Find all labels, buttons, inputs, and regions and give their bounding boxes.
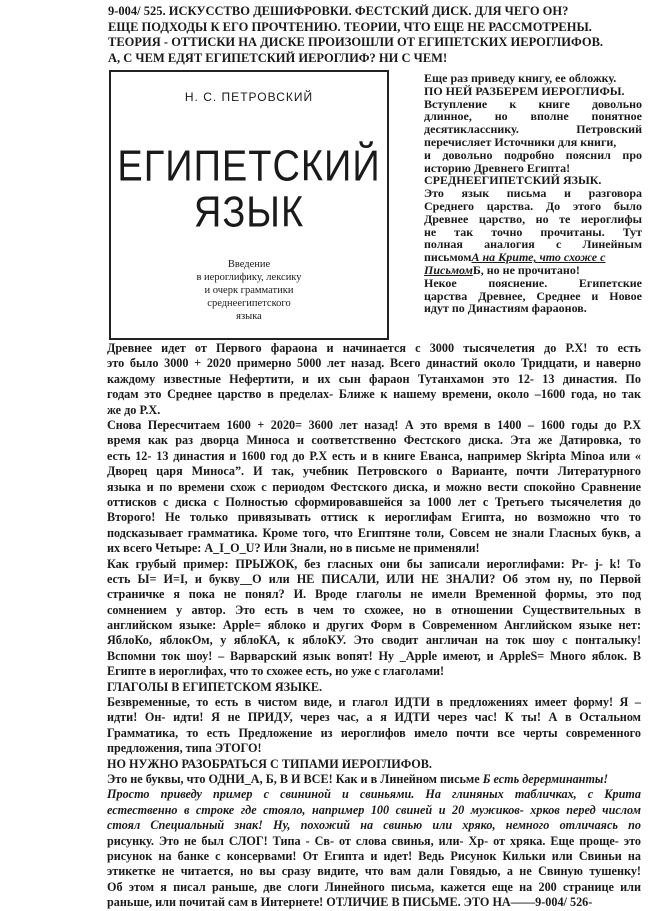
header-line: ТЕОРИЯ - ОТТИСКИ НА ДИСКЕ ПРОИЗОШЛИ ОТ ЕГИПЕТСКИХ ИЕРОГЛИФОВ. (108, 35, 604, 49)
body-line: рисунок на банке с консервами! От Египта и идет! Ведь Рисунок Кильки или Свиньи на (107, 849, 641, 863)
body-line: годам это Среднее царство в пределах- Ближе к нашему времени, около –1600 года, но так (107, 387, 641, 402)
header-line: 9-004/ 525. ИСКУССТВО ДЕШИФРОВКИ. ФЕСТСКИЙ ДИСК. ДЛЯ ЧЕГО ОН? (108, 4, 569, 18)
side-line: Некое пояснение. Египетские (424, 275, 642, 290)
body-line: есть Ы= И=I, и букву__О или НЕ ПИСАЛИ, ИЛИ НЕ ЗНАЛИ? Об этом ну, по Первой (107, 571, 641, 586)
book-subtitle (111, 258, 387, 323)
body-line: Снова Пересчитаем 1600 + 2020= 3600 лет назад! А это время в 1400 – 1600 годы до Р.Х (107, 417, 641, 432)
body-line-italic: стоял Специальный знак! Ну, похожий на свинью или хряко, немного отличаясь по (107, 818, 641, 833)
body-line: предложения, типа ЭТОГО! (107, 741, 262, 756)
body-text-italic: Б есть дерерминанты! (482, 772, 609, 787)
body-line: время как раз дворца Миноса и соответственно Фестского диска. Эта же Датировка, то (107, 433, 641, 448)
side-line: длинное, но вполне понятное (424, 109, 642, 124)
side-line (424, 264, 642, 277)
body-line: Дворец царя Миноса”. И так, учебник Петровского о Варианте, почти Литературного (107, 464, 641, 479)
body-line: Вспомни ток шоу! – Варварский язык вопят! Ну _Apple имеют, и AppleS= Много яблок. В (107, 648, 641, 663)
side-line: историю Древнего Египта! (424, 160, 571, 175)
book-subtitle-line: в иероглифику, лексику (196, 272, 302, 283)
body-line: Об этом я писал раньше, две слоги Линейного письма, кажется еще на 200 странице или (107, 879, 641, 894)
side-line: перечисляет Источники для книги, (424, 134, 617, 149)
body-line: сомнением у автор. Это есть в чем то схожее, но в отношении Существительных в (107, 602, 641, 617)
book-subtitle-line: языка (236, 311, 262, 322)
header-line: А, С ЧЕМ ЕДЯТ ЕГИПЕТСКИЙ ИЕРОГЛИФ? НИ С ЧЕМ! (108, 50, 448, 65)
body-line: этикетке не читается, но вы сразу видите, что вам дали Говядью, а не Свиную тушенку! (107, 864, 641, 879)
body-line: английском языке: Apple= яблоко и других Форм в Современном Английском языке нет: (107, 618, 641, 633)
book-subtitle-line: среднеегипетского (207, 298, 291, 309)
body-line: их всего Четыре: А_I_O_U? Или Знали, но в письме не применяли! (107, 541, 480, 556)
main-body-text (107, 341, 641, 911)
body-line: языка и по времени схож с периодом Фестского диска, и можно вести спокойно Сравнение (107, 479, 641, 494)
side-column-text (424, 72, 642, 315)
body-line: Древнее идет от Первого фараона и начинается с 3000 тысячелетия до Р.Х! то есть (107, 341, 641, 355)
body-line: Второго! Не только привязывать оттиск к иероглифам Египта, но возможно что то (107, 510, 641, 525)
article-header (108, 4, 644, 66)
side-line: Еще раз приведу книгу, ее обложку. (424, 71, 617, 85)
side-text-italic: А на Крите, что схоже с (471, 250, 606, 265)
side-heading: СРЕДНЕЕГИПЕТСКИЙ ЯЗЫК. (424, 173, 602, 188)
side-line: идут по Династиям фараонов. (424, 301, 587, 316)
side-line: Древнее царство, но те иероглифы (424, 211, 642, 226)
body-line: Египте в иероглифах, что то схожее есть, но уже с глаголами! (107, 664, 445, 679)
section-heading: НО НУЖНО РАЗОБРАТЬСЯ С ТИПАМИ ИЕРОГЛИФОВ. (107, 756, 432, 771)
body-line: ЯблоКо, яблокОм, у яблоКА, к яблоКУ. Это сводит англичан на ток шоу с понталыку! (107, 633, 641, 648)
body-line: каждому известные Нефертити, и их сын фараон Тутанхамон это 12- 13 династия. По (107, 371, 641, 386)
body-line (107, 772, 641, 787)
book-author: Н. С. ПЕТРОВСКИЙ (184, 90, 314, 104)
body-line: это было 3000 + 2020 примерно 5000 лет назад. Всего династий около Тридцати, и наверно (107, 356, 641, 371)
side-line: Это язык письма и разговора (424, 186, 642, 201)
body-line: же до Р.Х. (107, 402, 161, 417)
side-line: полная аналогия с Линейным (424, 237, 642, 252)
book-subtitle-line: и очерк грамматики (204, 285, 294, 296)
body-line-italic: естественно в строке где стояло, например 100 свиней и 20 мужиков- хрков перед числом (107, 802, 641, 817)
side-line: десятикласснику. Петровский (424, 122, 642, 137)
book-title-line2: ЯЗЫК (193, 188, 305, 238)
side-text-italic: Письмом (424, 262, 473, 277)
body-text: Это не буквы, что ОДНИ_А, Б, В И ВСЕ! Как и в Линейном письме (107, 772, 483, 787)
book-subtitle-line: Введение (227, 259, 271, 270)
body-line: есть 12- 13 династия и 1600 год до Р.Х есть и в книге Еванса, например Skripta Minoa или « (107, 448, 641, 463)
header-line: ЕЩЕ ПОДХОДЫ К ЕГО ПРОЧТЕНИЮ. ТЕОРИИ, ЧТО ЕЩЕ НЕ РАССМОТРЕНЫ. (108, 19, 592, 34)
body-line: оттисков с диска с Полностью сформировавшейся за 1000 лет с Третьего тысячелетия до (107, 494, 641, 509)
body-line: подсказывает грамматика. Кроме того, что Египтяне толи, Совсем не знали Гласных букв, а (107, 525, 641, 540)
side-text: письмом (424, 250, 472, 265)
side-line: Вступление к книге довольно (424, 96, 642, 111)
body-line: Грамматика, то есть Предложение из иероглифов имело почти все черты современного (107, 725, 641, 740)
side-text: Б, но не прочитано! (472, 262, 580, 277)
section-heading: ГЛАГОЛЫ В ЕГИПЕТСКОМ ЯЗЫКЕ. (107, 679, 323, 694)
body-line: Безвременные, то есть в чистом виде, и глагол ИДТИ в предложениях имеет форму! Я – (107, 695, 641, 710)
side-line: Среднего царства. До этого было (424, 198, 642, 213)
side-line: ПО НЕЙ РАЗБЕРЕМ ИЕРОГЛИФЫ. (424, 83, 625, 98)
body-line: раньше, или почитай сам в Интернете! ОТЛИЧИЕ В ПИСЬМЕ. ЭТО НА——9-004/ 526- (107, 895, 593, 910)
side-line: царства Древнее, Среднее и Новое (424, 288, 642, 303)
side-line: и довольно подробно пояснил про (424, 147, 642, 162)
book-cover-image (109, 70, 389, 340)
body-line: страничке я пока не понял? И. Вроде глаголы не имели Временной формы, это под (107, 587, 641, 602)
book-title-line1: ЕГИПЕТСКИЙ (117, 142, 381, 192)
body-line-italic: Просто приведу пример с свининой и свиньями. На глиняных табличках, с Крита (107, 787, 641, 802)
side-line: не так точно прочитаны. Тут (424, 224, 642, 239)
body-line: идти! Он- идти! Я не ПРИДУ, через час, а я ИДТИ через час! К ты! А в Остальном (107, 710, 641, 725)
body-line: Как грубый пример: ПРЫЖОК, без гласных они бы записали иероглифами: Pr- j- k! То (107, 556, 641, 571)
body-line: рисунку. Это не был СЛОГ! Типа - Св- от слова свинья, или- Хр- от хряка. Еще проще- это (107, 833, 641, 848)
